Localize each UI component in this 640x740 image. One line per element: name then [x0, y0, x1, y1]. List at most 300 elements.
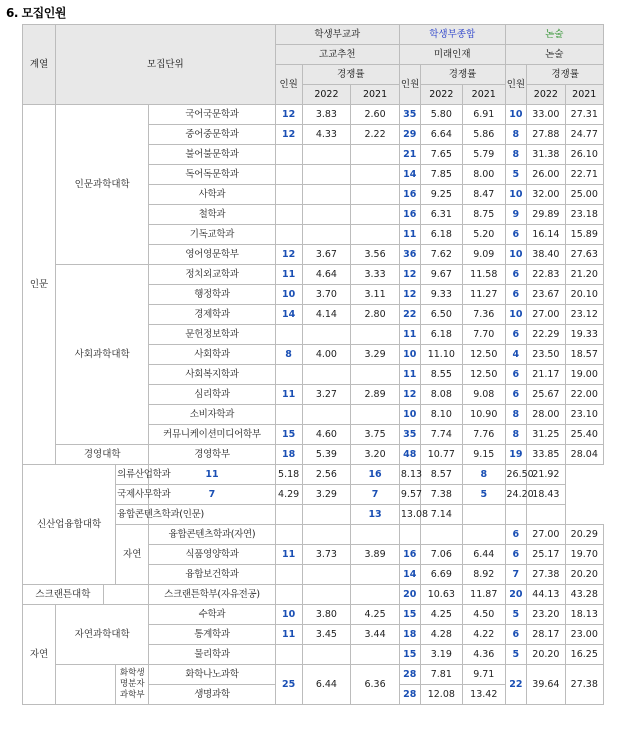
- track1-count: [275, 205, 302, 225]
- track3-rate-2022: 23.67: [527, 285, 565, 305]
- track2-rate-2022: 7.62: [420, 245, 462, 265]
- track3-rate-2021: 23.00: [565, 625, 603, 645]
- college-jayeon: 자연과학대학: [56, 605, 149, 665]
- track3-rate-2021: 20.10: [565, 285, 603, 305]
- track1-rate-2022: [302, 325, 351, 345]
- track3-rate-2021: 16.25: [565, 645, 603, 665]
- track1-count: 15: [275, 425, 302, 445]
- track2-rate-2022: 7.81: [420, 665, 462, 685]
- track1-rate-2021: [351, 365, 400, 385]
- data-row: [23, 665, 604, 685]
- track2-rate-2022: 10.63: [420, 585, 462, 605]
- track1-rate-2022: 3.27: [302, 385, 351, 405]
- track2-rate-2021: 4.50: [463, 605, 505, 625]
- track3-rate-2021: 28.04: [565, 445, 603, 465]
- track2-rate-2021: 7.76: [463, 425, 505, 445]
- unit-name: 국제사무학과: [116, 485, 149, 505]
- track1-count: [275, 525, 302, 545]
- track1-count: 25: [275, 665, 302, 705]
- unit-name: 생명과학: [149, 685, 275, 705]
- header-2022-1: 2022: [302, 85, 351, 105]
- track3-count: [463, 505, 505, 525]
- track2-rate-2022: 13.08: [399, 505, 420, 525]
- track3-count: 6: [505, 285, 527, 305]
- track1-rate-2022: 3.83: [302, 105, 351, 125]
- track3-count: 6: [505, 225, 527, 245]
- track3-rate-2021: 22.71: [565, 165, 603, 185]
- track3-rate-2021: 21.20: [565, 265, 603, 285]
- track3-rate-2022: 26.00: [527, 165, 565, 185]
- track3-rate-2021: 19.00: [565, 365, 603, 385]
- track2-count: 15: [399, 605, 420, 625]
- track1-count: [275, 405, 302, 425]
- track3-count: 6: [505, 525, 527, 545]
- college-inmun: 인문과학대학: [56, 105, 149, 265]
- track2-rate-2021: 9.08: [463, 385, 505, 405]
- data-row: [23, 445, 604, 465]
- track3-count: 20: [505, 585, 527, 605]
- header-track1: 학생부교과: [275, 25, 399, 45]
- track1-rate-2022: 3.70: [302, 285, 351, 305]
- unit-name: 문헌정보학과: [149, 325, 275, 345]
- track1-rate-2022: 5.39: [302, 445, 351, 465]
- track1-count: [275, 565, 302, 585]
- track2-rate-2021: 8.92: [463, 565, 505, 585]
- track2-count: 35: [399, 105, 420, 125]
- track3-rate-2021: 27.31: [565, 105, 603, 125]
- track3-rate-2022: 27.00: [527, 305, 565, 325]
- unit-name: 국어국문학과: [149, 105, 275, 125]
- track3-rate-2022: 23.20: [527, 605, 565, 625]
- track2-rate-2022: 9.67: [420, 265, 462, 285]
- unit-name: 영어영문학부: [149, 245, 275, 265]
- track2-rate-2022: 4.25: [420, 605, 462, 625]
- track3-rate-2022: 28.17: [527, 625, 565, 645]
- track3-count: 8: [463, 465, 505, 485]
- track2-count: 20: [399, 585, 420, 605]
- track3-count: 5: [505, 645, 527, 665]
- track2-rate-2022: 8.10: [420, 405, 462, 425]
- track2-rate-2021: 9.71: [463, 665, 505, 685]
- track3-rate-2021: 27.63: [565, 245, 603, 265]
- track3-rate-2022: 32.00: [527, 185, 565, 205]
- track1-rate-2021: 3.11: [351, 285, 400, 305]
- track1-rate-2021: 2.56: [302, 465, 351, 485]
- track3-count: 9: [505, 205, 527, 225]
- track3-rate-2022: 25.67: [527, 385, 565, 405]
- track3-rate-2022: 39.64: [527, 665, 565, 705]
- track2-rate-2022: 4.28: [420, 625, 462, 645]
- track1-rate-2022: 4.33: [302, 125, 351, 145]
- track1-rate-2021: [351, 325, 400, 345]
- track3-count: 4: [505, 345, 527, 365]
- track2-rate-2021: 4.36: [463, 645, 505, 665]
- track1-rate-2021: 3.44: [351, 625, 400, 645]
- unit-name: 기독교학과: [149, 225, 275, 245]
- unit-name: 식품영양학과: [149, 545, 275, 565]
- college-screen-blank: [103, 585, 149, 605]
- track3-rate-2022: 27.00: [527, 525, 565, 545]
- header-group: 계열: [23, 25, 56, 105]
- track2-rate-2022: 8.13: [399, 465, 420, 485]
- data-row: [23, 465, 604, 485]
- unit-name: 물리학과: [149, 645, 275, 665]
- track3-count: 10: [505, 105, 527, 125]
- data-row: [23, 605, 604, 625]
- track1-rate-2022: 4.64: [302, 265, 351, 285]
- track1-rate-2021: [351, 185, 400, 205]
- unit-name: 심리학과: [149, 385, 275, 405]
- track3-rate-2021: 18.43: [527, 485, 565, 505]
- track2-rate-2022: 12.08: [420, 685, 462, 705]
- unit-name: 융합보건학과: [149, 565, 275, 585]
- track3-rate-2021: 15.89: [565, 225, 603, 245]
- track2-rate-2021: 7.36: [463, 305, 505, 325]
- track1-count: [275, 185, 302, 205]
- unit-name: 불어불문학과: [149, 145, 275, 165]
- track1-rate-2021: 3.56: [351, 245, 400, 265]
- track2-rate-2022: 9.33: [420, 285, 462, 305]
- track3-rate-2021: 23.18: [565, 205, 603, 225]
- unit-name: 사회복지학과: [149, 365, 275, 385]
- track2-rate-2021: 9.09: [463, 245, 505, 265]
- track2-rate-2021: 7.70: [463, 325, 505, 345]
- track1-rate-2022: [302, 145, 351, 165]
- track2-count: 28: [399, 685, 420, 705]
- track1-count: 14: [275, 305, 302, 325]
- unit-name: 통계학과: [149, 625, 275, 645]
- track1-count: [275, 645, 302, 665]
- group-science: 자연: [23, 605, 56, 705]
- track3-rate-2021: 24.77: [565, 125, 603, 145]
- track1-count: 12: [275, 105, 302, 125]
- track3-rate-2021: 20.20: [565, 565, 603, 585]
- division-hwahak: 화학생명분자과학부: [116, 665, 149, 705]
- header-2021-3: 2021: [565, 85, 603, 105]
- track3-count: 8: [505, 125, 527, 145]
- track2-count: 13: [351, 505, 400, 525]
- track2-count: 11: [399, 365, 420, 385]
- track1-count: [275, 365, 302, 385]
- track2-count: 12: [399, 385, 420, 405]
- college-sinsan: 신산업융합대학: [23, 465, 116, 585]
- header-track3: 논술: [505, 25, 604, 45]
- track3-count: 10: [505, 305, 527, 325]
- unit-name: 소비자학과: [149, 405, 275, 425]
- track1-rate-2021: 3.33: [351, 265, 400, 285]
- track3-count: 19: [505, 445, 527, 465]
- track1-rate-2021: [351, 145, 400, 165]
- header-2022-2: 2022: [420, 85, 462, 105]
- track1-rate-2021: 3.89: [351, 545, 400, 565]
- track3-count: 5: [505, 605, 527, 625]
- track2-rate-2022: [420, 525, 462, 545]
- track2-count: 35: [399, 425, 420, 445]
- college-sahoe: 사회과학대학: [56, 265, 149, 445]
- track3-rate-2022: 21.17: [527, 365, 565, 385]
- unit-name: 독어독문학과: [149, 165, 275, 185]
- track1-count: [275, 225, 302, 245]
- header-track2: 학생부종합: [399, 25, 505, 45]
- track2-rate-2022: 7.06: [420, 545, 462, 565]
- track2-rate-2022: 8.08: [420, 385, 462, 405]
- track1-count: 10: [275, 605, 302, 625]
- unit-name: 융합콘텐츠학과(인문): [116, 505, 149, 525]
- track2-rate-2022: 6.50: [420, 305, 462, 325]
- track3-rate-2021: 25.00: [565, 185, 603, 205]
- track1-count: 11: [149, 465, 275, 485]
- track2-rate-2021: 8.47: [463, 185, 505, 205]
- track3-rate-2022: 23.50: [527, 345, 565, 365]
- college-jayeon-cont: [56, 665, 116, 705]
- track3-count: 7: [505, 565, 527, 585]
- track1-count: 11: [275, 625, 302, 645]
- unit-name: 융합콘텐츠학과(자연): [149, 525, 275, 545]
- track2-rate-2022: 9.25: [420, 185, 462, 205]
- header-count-1: 인원: [275, 65, 302, 105]
- group-nature: 자연: [116, 525, 149, 585]
- track2-rate-2022: 7.74: [420, 425, 462, 445]
- track1-rate-2021: [302, 505, 351, 525]
- track1-count: 12: [275, 245, 302, 265]
- track1-rate-2021: 2.60: [351, 105, 400, 125]
- track2-count: 36: [399, 245, 420, 265]
- track2-rate-2022: 6.31: [420, 205, 462, 225]
- track3-count: 22: [505, 665, 527, 705]
- track3-rate-2022: [505, 505, 527, 525]
- track2-rate-2021: 8.75: [463, 205, 505, 225]
- track2-rate-2021: 11.27: [463, 285, 505, 305]
- track1-rate-2021: [351, 405, 400, 425]
- track2-rate-2021: 12.50: [463, 345, 505, 365]
- track3-count: 8: [505, 425, 527, 445]
- track3-rate-2021: 27.38: [565, 665, 603, 705]
- track2-rate-2021: 12.50: [463, 365, 505, 385]
- unit-name: 사회학과: [149, 345, 275, 365]
- unit-name: 수학과: [149, 605, 275, 625]
- track2-count: [399, 525, 420, 545]
- track1-rate-2022: 4.00: [302, 345, 351, 365]
- header-track1-sub: 고교추천: [275, 45, 399, 65]
- track2-count: 15: [399, 645, 420, 665]
- unit-name: 중어중문학과: [149, 125, 275, 145]
- track2-rate-2021: 9.15: [463, 445, 505, 465]
- track2-rate-2022: 3.19: [420, 645, 462, 665]
- track3-count: 6: [505, 385, 527, 405]
- track3-rate-2021: 18.57: [565, 345, 603, 365]
- track2-count: 12: [399, 265, 420, 285]
- track1-rate-2022: 3.73: [302, 545, 351, 565]
- track3-rate-2021: 23.10: [565, 405, 603, 425]
- track1-rate-2021: 3.29: [302, 485, 351, 505]
- track2-rate-2021: 11.58: [463, 265, 505, 285]
- track1-rate-2022: [302, 525, 351, 545]
- track1-rate-2022: 4.29: [275, 485, 302, 505]
- unit-name: 의류산업학과: [116, 465, 149, 485]
- track1-count: 10: [275, 285, 302, 305]
- track2-rate-2021: 5.79: [463, 145, 505, 165]
- track2-rate-2022: 6.18: [420, 225, 462, 245]
- track2-rate-2021: 11.87: [463, 585, 505, 605]
- track2-count: 16: [399, 545, 420, 565]
- unit-name: 경영학부: [149, 445, 275, 465]
- track2-rate-2022: 6.64: [420, 125, 462, 145]
- track2-rate-2022: 10.77: [420, 445, 462, 465]
- track1-count: 11: [275, 265, 302, 285]
- track3-count: 6: [505, 625, 527, 645]
- track1-count: [275, 585, 302, 605]
- data-row: [23, 265, 604, 285]
- track1-rate-2022: 5.18: [275, 465, 302, 485]
- track3-rate-2022: 33.85: [527, 445, 565, 465]
- unit-name: 행정학과: [149, 285, 275, 305]
- track3-rate-2022: 25.17: [527, 545, 565, 565]
- track1-rate-2022: 4.14: [302, 305, 351, 325]
- track1-count: 12: [275, 125, 302, 145]
- track1-rate-2021: [351, 645, 400, 665]
- track3-rate-2022: 20.20: [527, 645, 565, 665]
- track3-rate-2021: 19.70: [565, 545, 603, 565]
- track2-rate-2022: 6.69: [420, 565, 462, 585]
- track2-rate-2021: 5.20: [463, 225, 505, 245]
- track1-count: 8: [275, 345, 302, 365]
- track1-rate-2022: [302, 205, 351, 225]
- header-track2-sub: 미래인재: [399, 45, 505, 65]
- track2-count: 10: [399, 345, 420, 365]
- track3-rate-2021: 20.29: [565, 525, 603, 545]
- track3-rate-2022: 28.00: [527, 405, 565, 425]
- track1-rate-2022: [275, 505, 302, 525]
- track1-rate-2021: 4.25: [351, 605, 400, 625]
- track3-rate-2022: 26.50: [505, 465, 527, 485]
- track2-rate-2021: 7.14: [420, 505, 462, 525]
- data-row: [23, 105, 604, 125]
- track2-rate-2022: 6.18: [420, 325, 462, 345]
- track1-rate-2022: 4.60: [302, 425, 351, 445]
- track1-count: [275, 145, 302, 165]
- unit-name: 사학과: [149, 185, 275, 205]
- track1-rate-2021: [351, 585, 400, 605]
- track2-count: 10: [399, 405, 420, 425]
- track1-rate-2022: [302, 585, 351, 605]
- track3-rate-2022: 22.83: [527, 265, 565, 285]
- track3-count: 6: [505, 545, 527, 565]
- track1-count: [275, 165, 302, 185]
- track3-count: 5: [463, 485, 505, 505]
- track2-rate-2022: 5.80: [420, 105, 462, 125]
- track3-rate-2022: 22.29: [527, 325, 565, 345]
- track3-rate-2021: 22.00: [565, 385, 603, 405]
- track3-count: 5: [505, 165, 527, 185]
- track1-rate-2022: [302, 165, 351, 185]
- admission-table: [22, 24, 604, 705]
- track2-rate-2022: 9.57: [399, 485, 420, 505]
- unit-name: 커뮤니케이션미디어학부: [149, 425, 275, 445]
- track1-rate-2021: [351, 205, 400, 225]
- header-row-1: [23, 25, 604, 45]
- track1-rate-2021: [351, 525, 400, 545]
- data-row: [23, 585, 604, 605]
- track3-count: 6: [505, 265, 527, 285]
- header-count-2: 인원: [399, 65, 420, 105]
- track1-count: 7: [149, 485, 275, 505]
- track2-rate-2021: 8.57: [420, 465, 462, 485]
- track3-rate-2022: 31.25: [527, 425, 565, 445]
- track1-rate-2021: [351, 565, 400, 585]
- track3-rate-2022: 29.89: [527, 205, 565, 225]
- unit-name: 경제학과: [149, 305, 275, 325]
- track1-rate-2021: [351, 165, 400, 185]
- track1-rate-2021: 3.29: [351, 345, 400, 365]
- track1-rate-2022: 3.67: [302, 245, 351, 265]
- track3-rate-2022: 38.40: [527, 245, 565, 265]
- track1-rate-2022: 3.45: [302, 625, 351, 645]
- track3-rate-2021: 23.12: [565, 305, 603, 325]
- track3-rate-2021: 18.13: [565, 605, 603, 625]
- track2-count: 14: [399, 165, 420, 185]
- track1-rate-2021: 2.89: [351, 385, 400, 405]
- track2-rate-2021: 4.22: [463, 625, 505, 645]
- header-unit: 모집단위: [56, 25, 276, 105]
- track2-rate-2022: 8.55: [420, 365, 462, 385]
- track3-rate-2021: 26.10: [565, 145, 603, 165]
- college-gyeongyeong: 경영대학: [56, 445, 149, 465]
- track2-rate-2021: 8.00: [463, 165, 505, 185]
- track1-rate-2022: [302, 565, 351, 585]
- track1-rate-2021: [351, 225, 400, 245]
- track3-rate-2021: 25.40: [565, 425, 603, 445]
- section-title: 6. 모집인원: [6, 6, 66, 20]
- track2-count: 21: [399, 145, 420, 165]
- track1-rate-2021: 3.75: [351, 425, 400, 445]
- track1-rate-2022: [302, 225, 351, 245]
- track1-rate-2021: 6.36: [351, 665, 400, 705]
- track1-rate-2022: 3.80: [302, 605, 351, 625]
- track2-count: 22: [399, 305, 420, 325]
- track1-count: 11: [275, 545, 302, 565]
- track3-count: 8: [505, 405, 527, 425]
- track3-count: 6: [505, 325, 527, 345]
- track3-rate-2022: 27.88: [527, 125, 565, 145]
- track2-count: 11: [399, 325, 420, 345]
- track2-count: 12: [399, 285, 420, 305]
- track3-count: 8: [505, 145, 527, 165]
- unit-name: 정치외교학과: [149, 265, 275, 285]
- track3-rate-2021: 43.28: [565, 585, 603, 605]
- header-track3-sub: 논술: [505, 45, 604, 65]
- track1-rate-2021: 2.22: [351, 125, 400, 145]
- track1-rate-2022: [302, 365, 351, 385]
- track3-count: 10: [505, 245, 527, 265]
- track2-rate-2021: 6.44: [463, 545, 505, 565]
- track1-count: [275, 325, 302, 345]
- track1-count: 11: [275, 385, 302, 405]
- track3-rate-2022: 16.14: [527, 225, 565, 245]
- track3-rate-2022: 31.38: [527, 145, 565, 165]
- group-screen: 스크랜튼대학: [23, 585, 104, 605]
- track2-rate-2021: 13.42: [463, 685, 505, 705]
- track2-count: 16: [399, 185, 420, 205]
- track2-count: 28: [399, 665, 420, 685]
- track2-rate-2022: 7.85: [420, 165, 462, 185]
- track3-count: 6: [505, 365, 527, 385]
- track2-rate-2021: 6.91: [463, 105, 505, 125]
- group-humanities: 인문: [23, 105, 56, 465]
- header-rate-2: 경쟁률: [420, 65, 505, 85]
- track1-rate-2021: 2.80: [351, 305, 400, 325]
- header-2022-3: 2022: [527, 85, 565, 105]
- track3-rate-2022: 44.13: [527, 585, 565, 605]
